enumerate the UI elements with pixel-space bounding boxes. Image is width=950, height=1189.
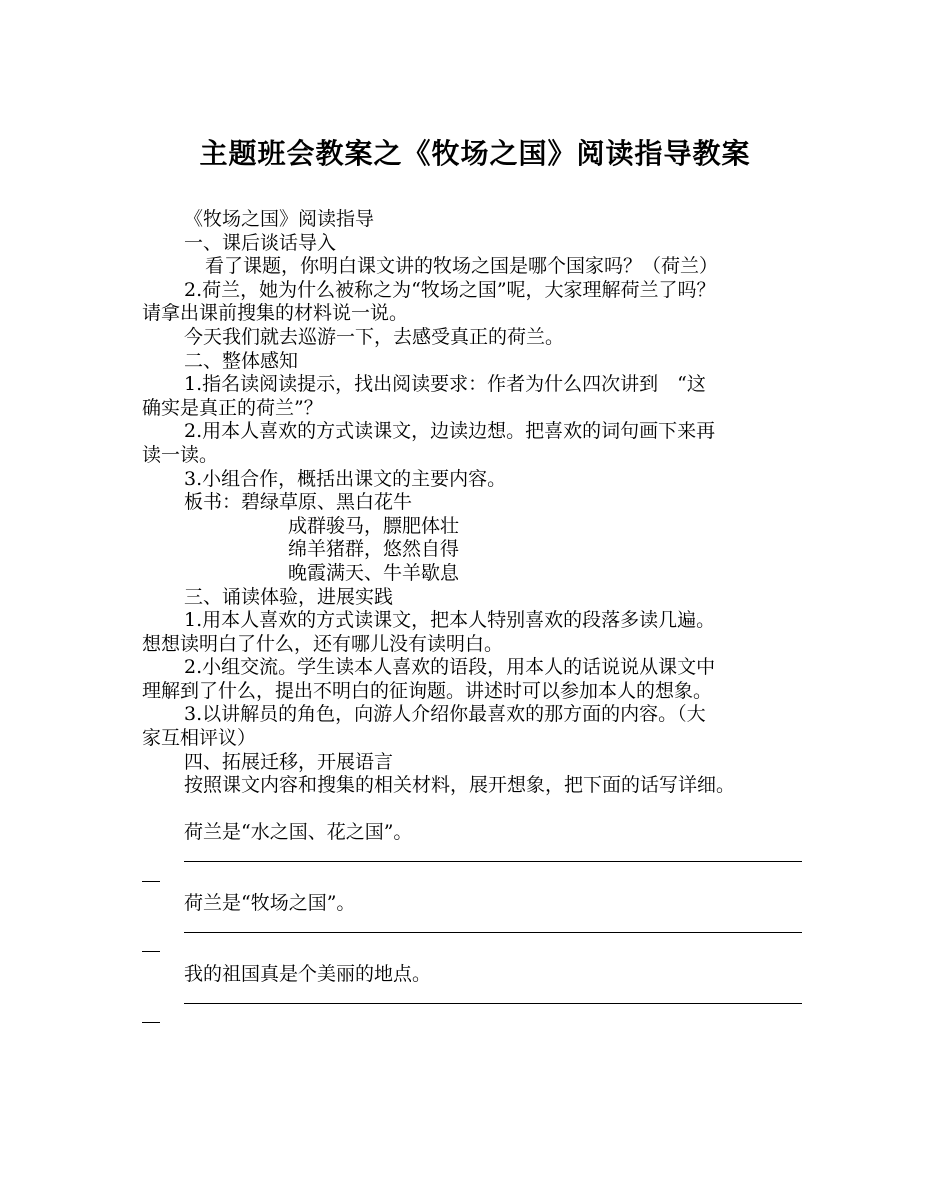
blackboard-line: 成群骏马，膘肥体壮	[288, 514, 460, 537]
answer-line	[184, 861, 802, 862]
writing-prompt: 荷兰是“水之国、花之国”。	[184, 821, 413, 844]
short-rule	[142, 881, 160, 882]
document-body	[142, 208, 822, 1034]
answer-line-row	[142, 916, 822, 940]
answer-line-row	[142, 987, 822, 1011]
answer-line-row	[142, 845, 822, 869]
paragraph: 今天我们就去巡游一下，去感受真正的荷兰。	[184, 325, 565, 348]
paragraph-subtitle: 《牧场之国》阅读指导	[184, 208, 375, 230]
page-title: 主题班会教案之《牧场之国》阅读指导教案	[199, 137, 751, 170]
paragraph: 2.荷兰，她为什么被称之为“牧场之国”呢，大家理解荷兰了吗？	[184, 278, 716, 301]
paragraph-continuation: 想想读明白了什么，还有哪儿没有读明白。	[142, 632, 504, 655]
paragraph: 看了课题，你明白课文讲的牧场之国是哪个国家吗？（荷兰）	[205, 255, 719, 278]
paragraph-continuation: 确实是真正的荷兰”？	[142, 396, 323, 419]
paragraph: 3.以讲解员的角色，向游人介绍你最喜欢的那方面的内容。（大	[184, 703, 706, 726]
answer-line	[184, 1003, 802, 1004]
paragraph-continuation: 请拿出课前搜集的材料说一说。	[142, 302, 409, 325]
writing-prompt: 我的祖国真是个美丽的地点。	[184, 963, 432, 985]
paragraph: 2.用本人喜欢的方式读课文，边读边想。把喜欢的词句画下来再	[184, 420, 716, 443]
answer-line	[184, 932, 802, 933]
answer-line-end	[142, 939, 822, 963]
paragraph: 1.指名读阅读提示，找出阅读要求：作者为什么四次讲到 “这	[184, 373, 706, 396]
blackboard-heading: 板书：碧绿草原、黑白花牛	[184, 491, 413, 514]
blank-line	[142, 798, 822, 822]
blackboard-line: 晚霞满天、牛羊歇息	[288, 561, 460, 584]
paragraph-continuation: 理解到了什么，提出不明白的征询题。讲述时可以参加本人的想象。	[142, 679, 713, 702]
paragraph: 1.用本人喜欢的方式读课文，把本人特别喜欢的段落多读几遍。	[184, 609, 716, 632]
paragraph: 2.小组交流。学生读本人喜欢的语段，用本人的话说说从课文中	[184, 656, 716, 679]
paragraph-continuation: 读一读。	[142, 443, 219, 466]
paragraph: 按照课文内容和搜集的相关材料，展开想象，把下面的话写详细。	[184, 774, 736, 797]
section-heading-2: 二、整体感知	[184, 349, 299, 372]
blackboard-line: 绵羊猪群，悠然自得	[288, 538, 460, 561]
answer-line-end	[142, 1010, 822, 1034]
section-heading-3: 三、诵读体验，进展实践	[184, 585, 394, 608]
writing-prompt: 荷兰是“牧场之国”。	[184, 892, 356, 915]
paragraph: 3.小组合作，概括出课文的主要内容。	[184, 467, 507, 490]
short-rule	[142, 951, 160, 952]
short-rule	[142, 1022, 160, 1023]
answer-line-end	[142, 869, 822, 893]
section-heading-4: 四、拓展迁移，开展语言	[184, 750, 394, 773]
section-heading-1: 一、课后谈话导入	[184, 231, 337, 254]
paragraph-continuation: 家互相评议）	[142, 727, 257, 750]
